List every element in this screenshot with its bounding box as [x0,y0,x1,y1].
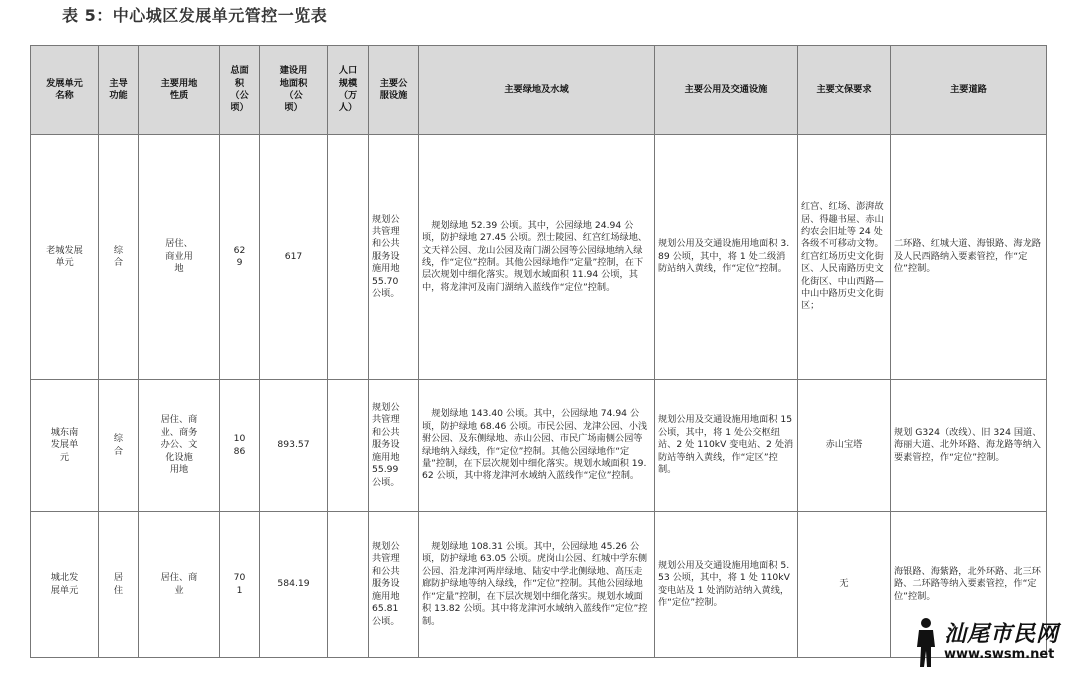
header-total-area: 总面 积 （公 顷） [220,46,260,135]
cell-heritage: 红宫、红场、澎湃故居、得趣书屋、赤山约农会旧址等 24 处各级不可移动文物。红宫红场历史文化街区、人民南路历史文化街区、中山西路—中山中路历史文化街区； [798,135,891,380]
header-roads: 主要道路 [891,46,1047,135]
development-unit-table [30,45,1047,658]
cell-land-use: 居住、商 业 [139,512,220,658]
cell-total-area: 10 86 [220,380,260,512]
cell-function: 综 合 [99,135,139,380]
header-heritage: 主要文保要求 [798,46,891,135]
header-row [31,46,1047,135]
cell-green-water: 规划绿地 108.31 公顷。其中，公园绿地 45.26 公顷，防护绿地 63.05 公顷。虎岗山公园、红城中学东侧公园、沿龙津河两岸绿地、陆安中学北侧绿地、高压走廊防护绿地等纳入绿线，作“定位”控制。其他公园绿地作“定量”控制，在下层次规划中细化落实。规划水域面积 13.82 公顷。其中将龙津河水域纳入蓝线作“定位”控制。 [419,512,655,658]
cell-roads: 规划 G324（改线）、旧 324 国道、海丽大道、北外环路、海龙路等纳入要素管控，作“定位”控制。 [891,380,1047,512]
cell-green-water: 规划绿地 143.40 公顷。其中，公园绿地 74.94 公顷，防护绿地 68.46 公顷。市民公园、龙津公园、小浅驸公园、及东侧绿地、赤山公园、市民广场南侧公园等绿地纳入绿线，作“定位”控制。其他公园绿地作“定量”控制，在下层次规划中细化落实。规划水域面积 19.62 公顷，其中将龙津河水域纳入蓝线作“定位”控制。 [419,380,655,512]
cell-roads: 海银路、海紫路，北外环路、北三环路、二环路等纳入要素管控，作“定位”控制。 [891,512,1047,658]
cell-population [328,380,369,512]
header-green-water: 主要绿地及水域 [419,46,655,135]
table-row [31,512,1047,658]
cell-green-water: 规划绿地 52.39 公顷。其中，公园绿地 24.94 公顷，防护绿地 27.45 公顷。烈士陵园、红宫红场绿地、文天祥公园、龙山公园及南门湖公园等公园绿地纳入绿线，作“定位”控制。其他公园绿地作“定量”控制，在下层次规划中细化落实。规划水域面积 11.94 公顷，其中，将龙津河及南门湖纳入蓝线作“定位”控制。 [419,135,655,380]
header-utilities: 主要公用及交通设施 [655,46,798,135]
cell-construction-area: 584.19 [260,512,328,658]
watermark-logo: 汕尾市民网 [944,621,1060,647]
cell-roads: 二环路、红城大道、海银路、海龙路及人民西路纳入要素管控，作“定位”控制。 [891,135,1047,380]
table-row [31,135,1047,380]
header-land-use: 主要用地 性质 [139,46,220,135]
header-public-service: 主要公 服设施 [369,46,419,135]
cell-utilities: 规划公用及交通设施用地面积 15 公顷，其中，将 1 处公交枢纽站、2 处 110kV 变电站、2 处消防站等纳入黄线，作“定区”控制。 [655,380,798,512]
cell-function: 综 合 [99,380,139,512]
cell-population [328,512,369,658]
cell-function: 居 住 [99,512,139,658]
cell-unit-name: 城北发 展单元 [31,512,99,658]
cell-public-service: 规划公 共管理 和公共 服务设 施用地 55.70 公顷。 [369,135,419,380]
cell-heritage: 无 [798,512,891,658]
cell-total-area: 62 9 [220,135,260,380]
person-silhouette-icon [910,617,940,669]
table-caption: 表 5：中心城区发展单元管控一览表 [62,6,328,25]
cell-unit-name: 城东南 发展单 元 [31,380,99,512]
cell-unit-name: 老城发展 单元 [31,135,99,380]
header-construction-area: 建设用 地面积 （公 顷） [260,46,328,135]
cell-heritage: 赤山宝塔 [798,380,891,512]
table-row [31,380,1047,512]
cell-utilities: 规划公用及交通设施用地面积 5.53 公顷，其中，将 1 处 110kV 变电站及 1 处消防站纳入黄线，作“定位”控制。 [655,512,798,658]
watermark-url: www.swsm.net [944,647,1055,662]
cell-public-service: 规划公 共管理 和公共 服务设 施用地 55.99 公顷。 [369,380,419,512]
cell-construction-area: 893.57 [260,380,328,512]
cell-utilities: 规划公用及交通设施用地面积 3.89 公顷，其中，将 1 处二级消防站纳入黄线，作“定位”控制。 [655,135,798,380]
cell-public-service: 规划公 共管理 和公共 服务设 施用地 65.81 公顷。 [369,512,419,658]
header-function: 主导 功能 [99,46,139,135]
header-population: 人口 规模 （万 人） [328,46,369,135]
header-unit-name: 发展单元 名称 [31,46,99,135]
cell-total-area: 70 1 [220,512,260,658]
cell-construction-area: 617 [260,135,328,380]
cell-land-use: 居住、商 业、商务 办公、文 化设施 用地 [139,380,220,512]
cell-land-use: 居住、 商业用 地 [139,135,220,380]
site-watermark [910,617,1072,669]
cell-population [328,135,369,380]
